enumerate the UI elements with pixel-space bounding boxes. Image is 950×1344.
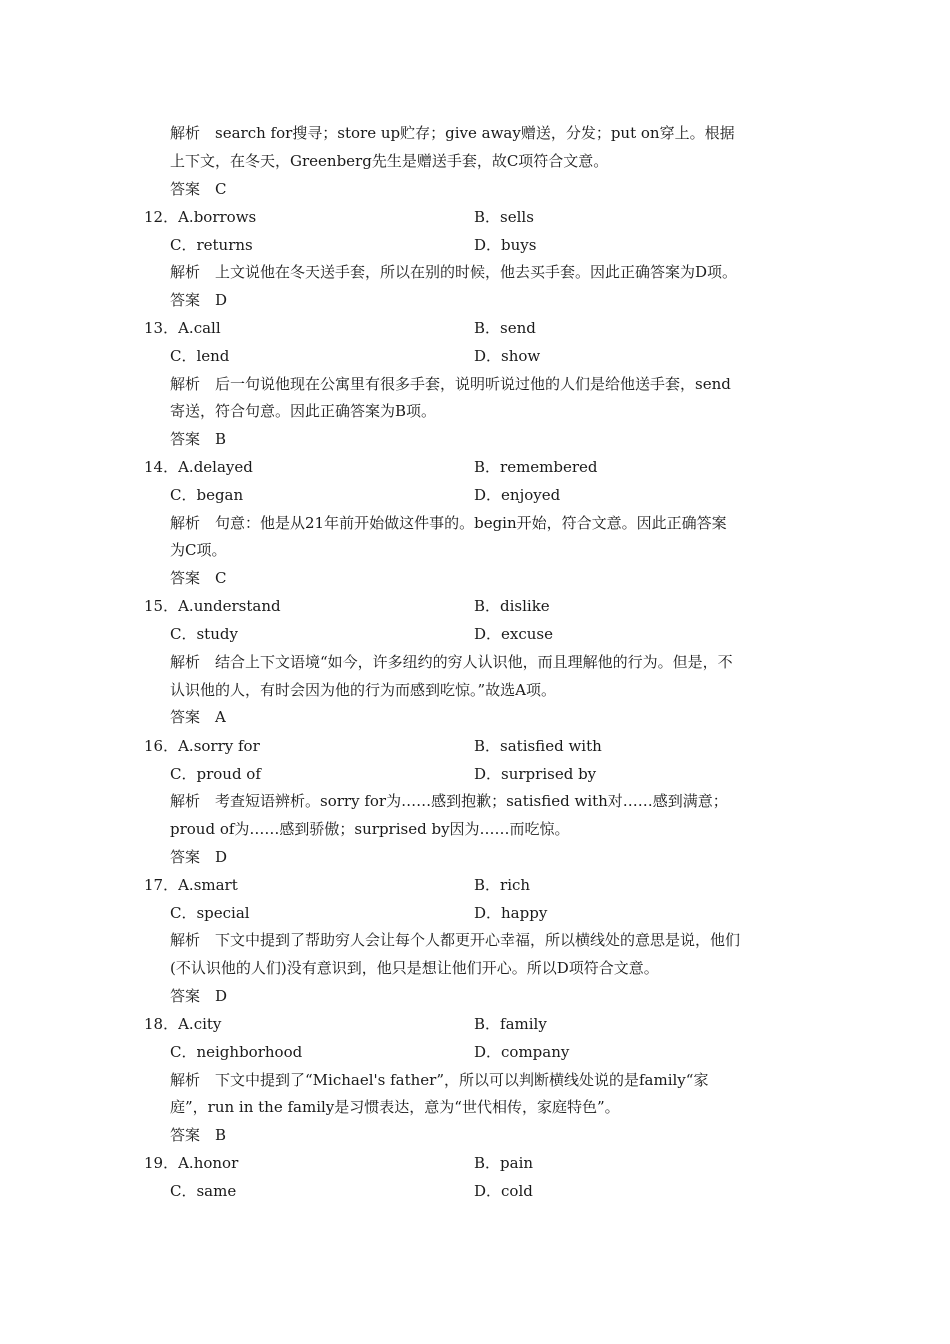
option-b: B．dislike — [474, 597, 550, 615]
analysis-line: 上下文，在冬天，Greenberg先生是赠送手套，故C项符合文意。 — [170, 152, 609, 170]
analysis-line: 为C项。 — [170, 541, 227, 559]
analysis-line: 认识他的人，有时会因为他的行为而感到吃惊。”故选A项。 — [170, 681, 557, 699]
option-a: 13．A.call — [144, 319, 221, 337]
option-b: B．rich — [474, 876, 531, 894]
option-a: 19．A.honor — [144, 1154, 239, 1172]
option-a: 17．A.smart — [144, 876, 238, 894]
option-c: C．returns — [170, 236, 253, 254]
option-a: 15．A.understand — [144, 597, 281, 615]
option-a: 18．A.city — [144, 1015, 222, 1033]
answer-line: 答案 A — [170, 708, 226, 726]
option-a: 16．A.sorry for — [144, 737, 260, 755]
option-d: D．enjoyed — [474, 486, 561, 504]
option-c: C．study — [170, 625, 238, 643]
option-b: B．satisfied with — [474, 737, 602, 755]
option-a: 14．A.delayed — [144, 458, 253, 476]
analysis-line: 解析 考查短语辨析。sorry for为……感到抱歉；satisfied with对……感到满意； — [170, 792, 728, 810]
option-b: B．send — [474, 319, 536, 337]
analysis-line: 解析 后一句说他现在公寓里有很多手套，说明听说过他的人们是给他送手套，send — [170, 375, 731, 393]
option-d: D．buys — [474, 236, 537, 254]
analysis-line: 庭”，run in the family是习惯表达，意为“世代相传，家庭特色”。 — [170, 1098, 620, 1116]
option-c: C．lend — [170, 347, 230, 365]
analysis-line: 寄送，符合句意。因此正确答案为B项。 — [170, 402, 437, 420]
option-b: B．remembered — [474, 458, 598, 476]
answer-line: 答案 C — [170, 180, 227, 198]
analysis-line: 解析 结合上下文语境“如今，许多纽约的穷人认识他，而且理解他的行为。但是，不 — [170, 653, 733, 671]
option-c: C．began — [170, 486, 244, 504]
option-c: C．neighborhood — [170, 1043, 303, 1061]
answer-line: 答案 C — [170, 569, 227, 587]
analysis-line: 解析 下文中提到了帮助穷人会让每个人都更开心幸福，所以横线处的意思是说，他们 — [170, 931, 741, 949]
option-c: C．special — [170, 904, 250, 922]
analysis-line: 解析 search for搜寻；store up贮存；give away赠送，分发；put on穿上。根据 — [170, 124, 735, 142]
option-d: D．show — [474, 347, 541, 365]
analysis-line: (不认识他的人们)没有意识到，他只是想让他们开心。所以D项符合文意。 — [170, 959, 659, 977]
option-a: 12．A.borrows — [144, 208, 257, 226]
option-c: C．proud of — [170, 765, 261, 783]
option-c: C．same — [170, 1182, 237, 1200]
option-b: B．sells — [474, 208, 534, 226]
answer-line: 答案 B — [170, 430, 227, 448]
answer-line: 答案 D — [170, 987, 228, 1005]
option-d: D．cold — [474, 1182, 533, 1200]
analysis-line: proud of为……感到骄傲；surprised by因为……而吃惊。 — [170, 820, 570, 838]
option-d: D．surprised by — [474, 765, 597, 783]
option-d: D．company — [474, 1043, 570, 1061]
analysis-line: 解析 下文中提到了“Michael's father”，所以可以判断横线处说的是family“家 — [170, 1071, 709, 1089]
option-b: B．pain — [474, 1154, 534, 1172]
analysis-line: 解析 上文说他在冬天送手套，所以在别的时候，他去买手套。因此正确答案为D项。 — [170, 263, 738, 281]
option-d: D．excuse — [474, 625, 553, 643]
answer-line: 答案 D — [170, 291, 228, 309]
answer-line: 答案 B — [170, 1126, 227, 1144]
option-b: B．family — [474, 1015, 547, 1033]
answer-line: 答案 D — [170, 848, 228, 866]
option-d: D．happy — [474, 904, 548, 922]
analysis-line: 解析 句意：他是从21年前开始做这件事的。begin开始，符合文意。因此正确答案 — [170, 514, 727, 532]
